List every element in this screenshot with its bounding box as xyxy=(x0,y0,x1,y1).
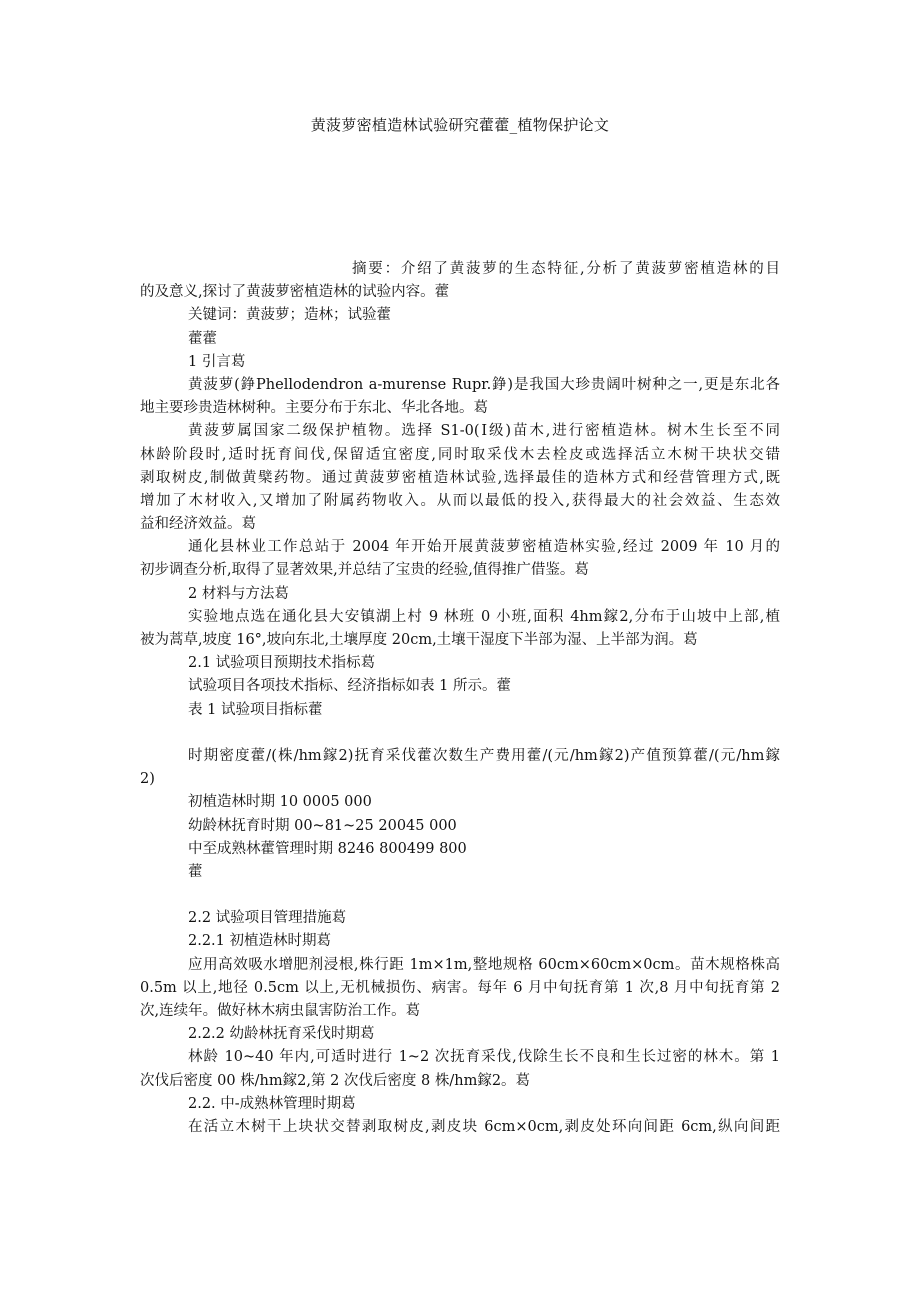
subsection-heading: 2.2.1 初植造林时期葛 xyxy=(188,933,332,950)
paragraph-line: 试验项目各项技术指标、经济指标如表 1 所示。藿 xyxy=(188,678,511,695)
paragraph-line: 藿藿 xyxy=(188,330,217,347)
paragraph-line: 益和经济效益。葛 xyxy=(140,516,256,533)
table-caption: 表 1 试验项目指标藿 xyxy=(188,701,323,718)
document-title: 黄菠萝密植造林试验研究藿藿_植物保护论文 xyxy=(310,116,610,134)
abstract-line-2: 的及意义,探讨了黄菠萝密植造林的试验内容。藿 xyxy=(140,284,450,301)
section-heading-1: 1 引言葛 xyxy=(188,353,246,370)
paragraph-line: 林龄 10~40 年内,可适时进行 1~2 次抚育采伐,伐除生长不良和生长过密的林木。第 1 xyxy=(188,1049,780,1066)
blank-line xyxy=(140,884,780,907)
paragraph-line: 次伐后密度 00 株/hm鎵2,第 2 次伐后密度 8 株/hm鎵2。葛 xyxy=(140,1072,531,1089)
paragraph-line: 0.5m 以上,地径 0.5cm 以上,无机械损伤、病害。每年 6 月中旬抚育第 1 次,8 月中旬抚育第 2 xyxy=(140,979,780,996)
subsection-heading: 2.2. 中-成熟林管理时期葛 xyxy=(188,1095,356,1112)
table-header-line: 时期密度藿/(株/hm鎵2)抚育采伐藿次数生产费用藿/(元/hm鎵2)产值预算藿/(元/hm鎵 xyxy=(188,747,780,764)
section-heading-2: 2 材料与方法葛 xyxy=(188,585,289,602)
paragraph-line: 林龄阶段时,适时抚育间伐,保留适宜密度,同时取采伐木去栓皮或选择活立木树干块状交错 xyxy=(140,446,780,463)
subsection-heading: 2.2 试验项目管理措施葛 xyxy=(188,910,347,927)
table-row: 初植造林时期 10 0005 000 xyxy=(188,794,372,811)
paragraph-line: 在活立木树干上块状交替剥取树皮,剥皮块 6cm×0cm,剥皮处环向间距 6cm,纵向间距 xyxy=(188,1118,780,1135)
paragraph-line: 被为蒿草,坡度 16°,坡向东北,土壤厚度 20cm,土壤干湿度下半部为湿、上半部为润。葛 xyxy=(140,632,698,648)
paragraph-line: 增加了木材收入,又增加了附属药物收入。从而以最低的投入,获得最大的社会效益、生态效 xyxy=(140,492,780,509)
table-header-line: 2) xyxy=(140,771,155,788)
paragraph-line: 黄菠萝属国家二级保护植物。选择 S1-0(Ⅰ级)苗木,进行密植造林。树木生长至不同 xyxy=(188,423,780,440)
paragraph-line: 应用高效吸水增肥剂浸根,株行距 1m×1m,整地规格 60cm×60cm×0cm。苗木规格株高 xyxy=(188,956,780,973)
paragraph-line: 实验地点选在通化县大安镇湖上村 9 林班 0 小班,面积 4hm鎵2,分布于山坡中上部,植 xyxy=(188,608,780,625)
abstract-line-1: 摘要：介绍了黄菠萝的生态特征,分析了黄菠萝密植造林的目 xyxy=(352,261,780,277)
paragraph-line: 通化县林业工作总站于 2004 年开始开展黄菠萝密植造林实验,经过 2009 年 10 月的 xyxy=(188,539,780,556)
paragraph-line: 初步调查分析,取得了显著效果,并总结了宝贵的经验,值得推广借鉴。葛 xyxy=(140,562,589,579)
table-row: 幼龄林抚育时期 00~81~25 20045 000 xyxy=(188,817,457,834)
table-row: 中至成熟林藿管理时期 8246 800499 800 xyxy=(188,840,467,857)
paragraph-line: 黄菠萝(錚Phellodendron a-murense Rupr.錚)是我国大珍贵阔叶树种之一,更是东北各 xyxy=(188,376,780,393)
document-body xyxy=(140,258,780,1139)
paragraph-line: 藿 xyxy=(188,863,203,880)
paragraph-line: 地主要珍贵造林树种。主要分布于东北、华北各地。葛 xyxy=(140,400,488,417)
keywords-line: 关键词：黄菠萝；造林；试验藿 xyxy=(188,307,391,324)
paragraph-line: 剥取树皮,制做黄檗药物。通过黄菠萝密植造林试验,选择最佳的造林方式和经营管理方式,既 xyxy=(140,469,780,486)
subsection-heading: 2.1 试验项目预期技术指标葛 xyxy=(188,655,376,672)
paragraph-line: 次,连续年。做好林木病虫鼠害防治工作。葛 xyxy=(140,1003,421,1019)
blank-line xyxy=(140,722,780,745)
subsection-heading: 2.2.2 幼龄林抚育采伐时期葛 xyxy=(188,1026,375,1043)
